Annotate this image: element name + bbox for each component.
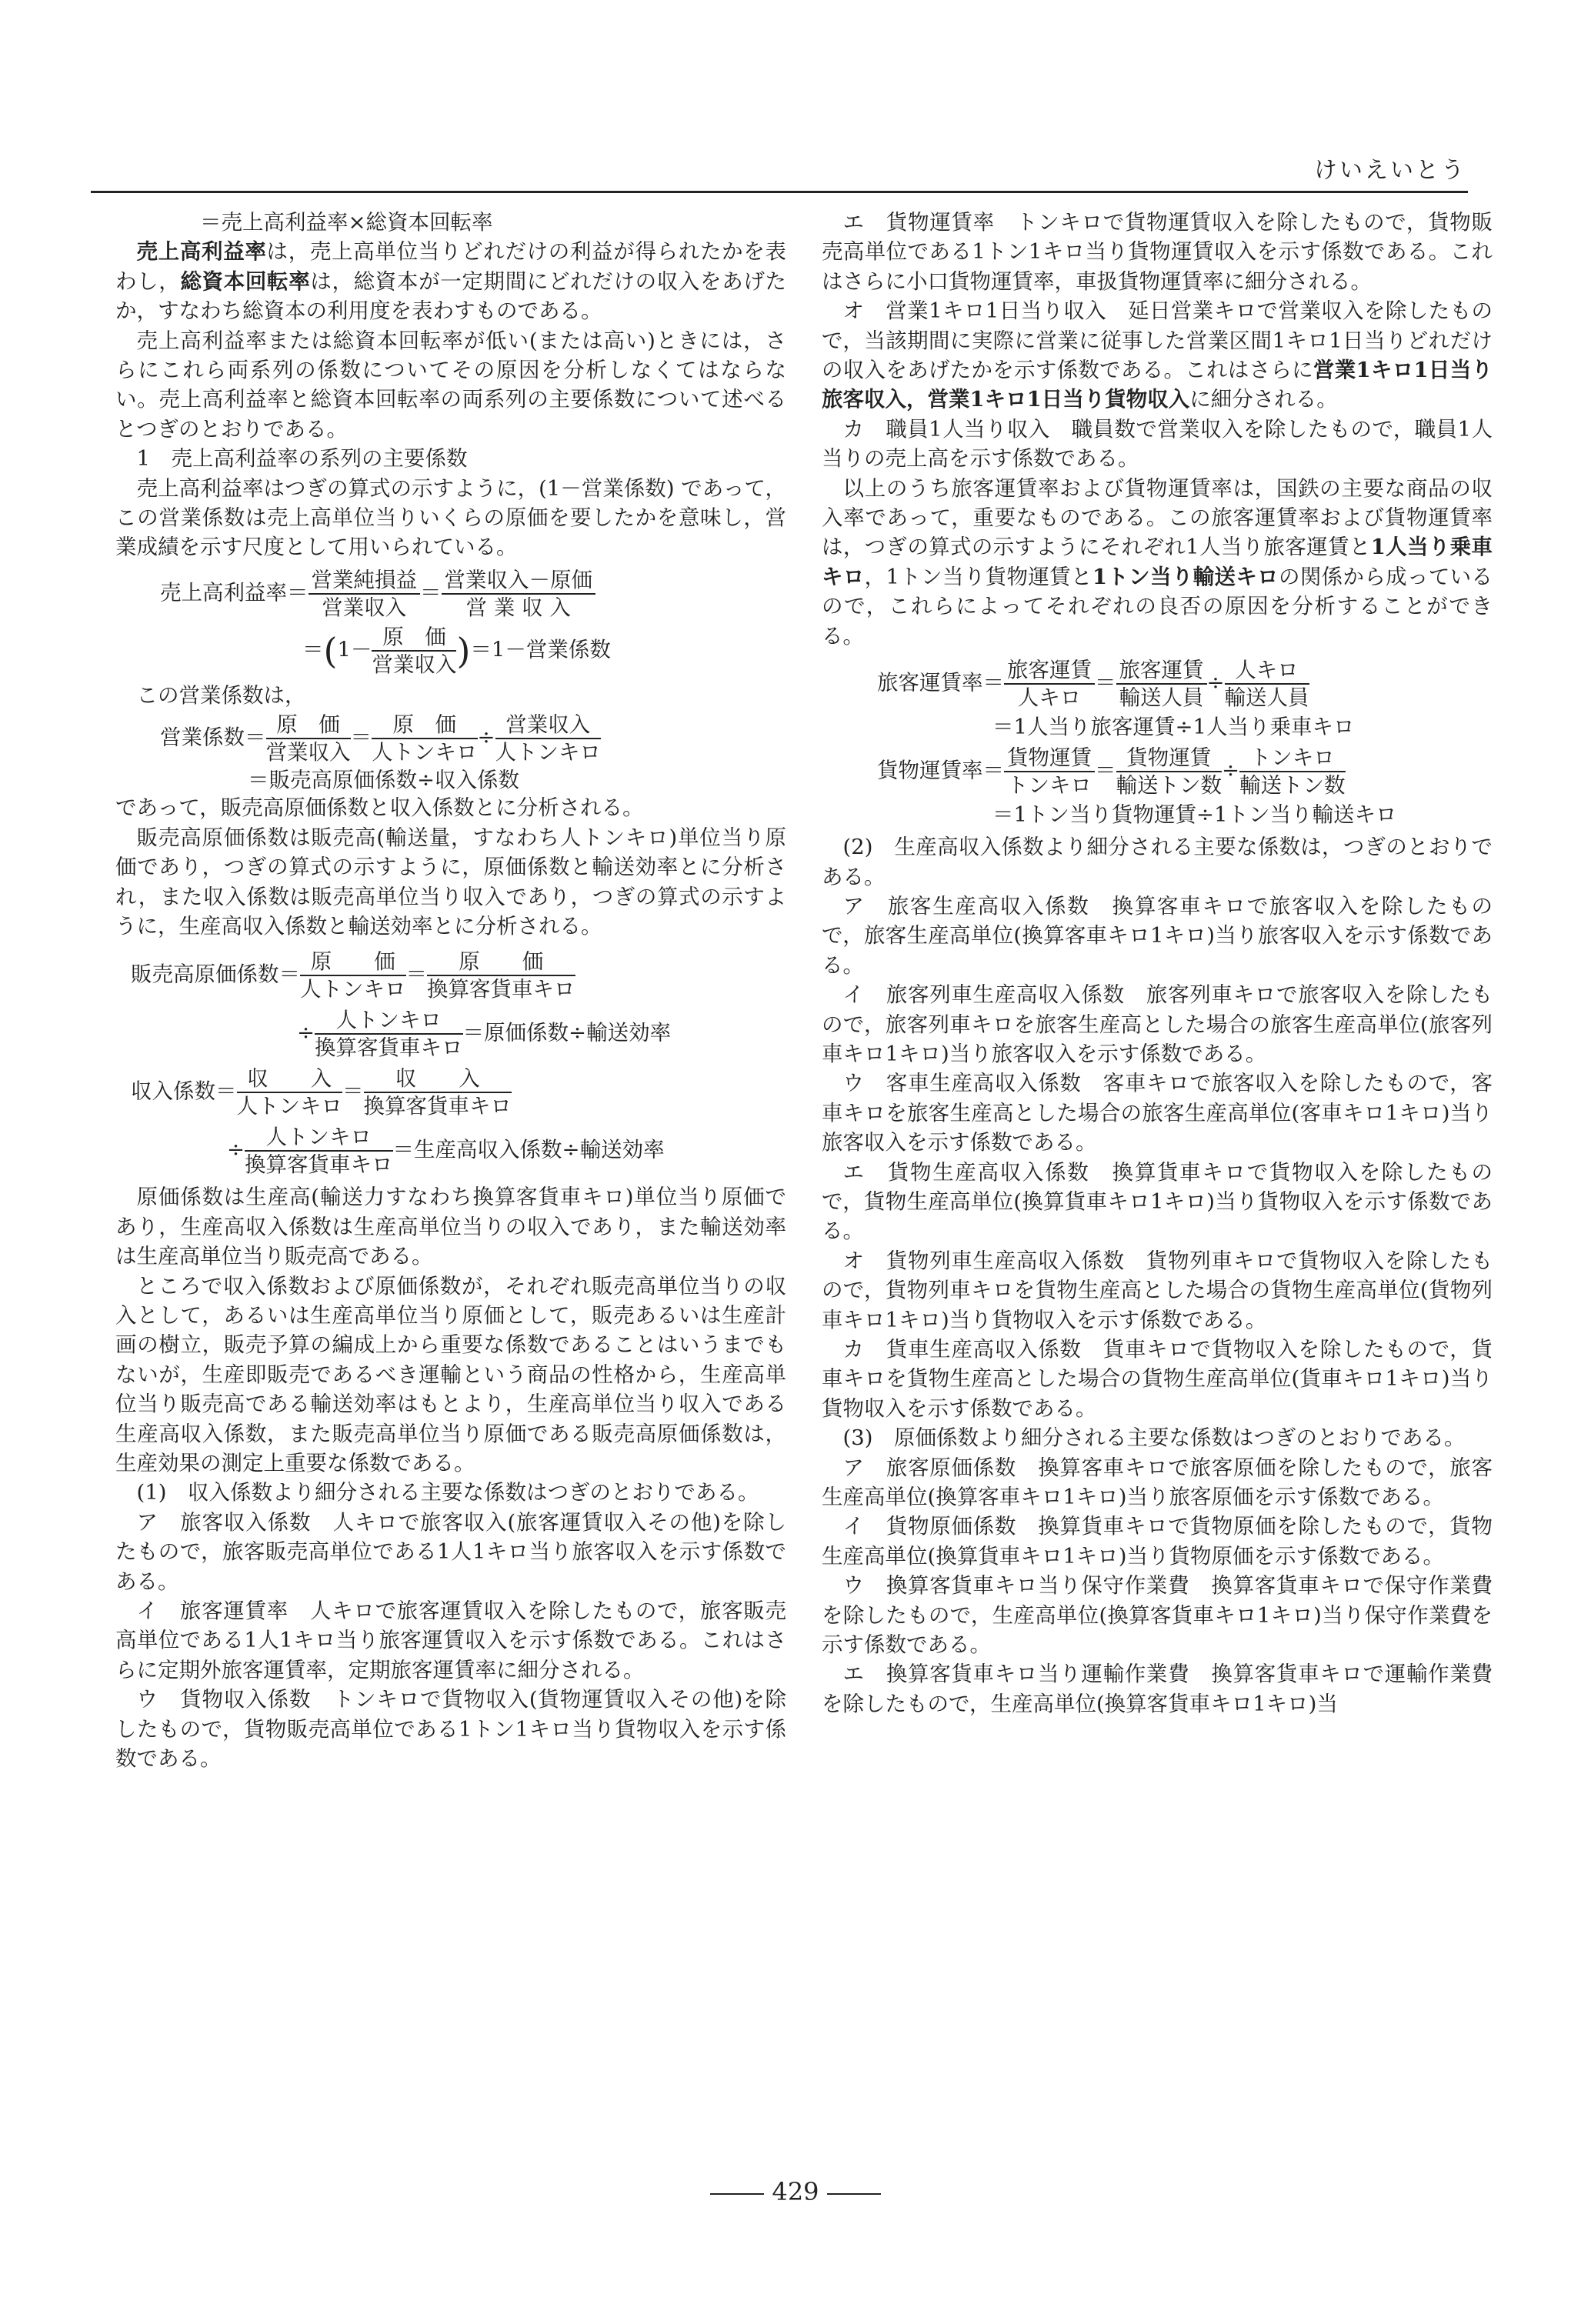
paragraph: (2) 生産高収入係数より細分される主要な係数は，つぎのとおりである。 [822,835,1493,889]
fraction: $\frac{\text{営業収入－原価}}{\text{営 業 収 入}}$ [442,567,596,621]
text: は，総資本が一定期間にどれだけの収入をあげたか，すなわち総資本の利用度を表わすものである。 [115,268,787,324]
fraction: $\frac{\text{原 価}}{\text{人トンキロ}}$ [372,712,478,765]
paragraph: カ 職員1人当り収入 職員数で営業収入を除したもので，職員1人当りの売上高を示す係数である。 [822,416,1493,472]
paragraph: カ 貨車生産高収入係数 貨車キロで貨物収入を除したもので，貨車キロを貨物生産高とした場合の貨物生産高単位(貨車キロ1キロ)当り貨物収入を示す係数である。 [822,1337,1493,1421]
fraction: $\frac{\text{営業収入}}{\text{人トンキロ}}$ [495,712,602,765]
formula [160,567,786,621]
right-column [822,208,1493,1719]
formula-text: 1－ [337,637,372,662]
formula: 販売高原価係数＝ $\frac{\text{原 価}}{\text{人トンキロ}}$ ＝ $\frac{\text{原 価}}{\text{換算客貨車キロ}}$ [131,949,575,1002]
paragraph: オ 貨物列車生産高収入係数 貨物列車キロで貨物収入を除したもので，貨物列車キロを貨物生産高とした場合の貨物生産高単位(貨物列車キロ1キロ)当り貨物収入を示す係数である。 [822,1248,1493,1332]
footer-dash [827,2193,881,2195]
paragraph: ＝売上高利益率×総資本回転率 [200,210,493,235]
text: は，売上高単位当りどれだけの利益が得られたかを表わし， [115,239,787,294]
footer-dash [710,2193,764,2195]
fraction: $\frac{\text{営業純損益}}{\text{営業収入}}$ [309,567,421,621]
fraction: $\frac{\text{人キロ}}{\text{輸送人員}}$ [1224,658,1309,711]
fraction: $\frac{\text{旅客運賃}}{\text{人キロ}}$ [1004,657,1095,711]
paragraph [115,237,786,325]
fraction: $\frac{\text{原 価}}{\text{換算客貨車キロ}}$ [427,949,575,1002]
paragraph: であって，販売高原価係数と収入係数とに分析される。 [115,795,644,821]
formula-text: ＝ [420,580,442,605]
formula: ÷ $\frac{\text{人トンキロ}}{\text{換算客貨車キロ}}$ ＝原価係数÷輸送効率 [297,1008,672,1061]
formula-text: 売上高利益率＝ [160,580,309,605]
formula: ＝(1－ $\frac{\text{原 価}}{\text{営業収入}}$ )＝1－営業係数 [302,624,611,677]
formula: ＝1トン当り貨物運賃÷1トン当り輸送キロ [992,802,1397,828]
paragraph: ところで収入係数および原価係数が，それぞれ販売高単位当りの収入として，あるいは生産高単位当り原価として，販売あるいは生産計画の樹立，販売予算の編成上から重要な係数であることはいうまでもないが，生産即販売であるべき運輸という商品の性格から，生産高単位当り販売高である輸送効率はもとより，生産高単位当り収入である生産高収入係数，また販売高単位当り原価である販売高原価係数は，生産効果の測定上重要な係数である。 [115,1273,786,1475]
bold-term: 総資本回転率 [180,268,311,294]
text: 以上のうち旅客運賃率および貨物運賃率は，国鉄の主要な商品の収入率であって，重要なものである。この旅客運賃率および貨物運賃率は，つぎの算式の示すようにそれぞれ1人当り旅客運賃と [822,475,1493,560]
paragraph: ア 旅客収入係数 人キロで旅客収入(旅客運賃収入その他)を除したもので，旅客販売高単位である1人1キロ当り旅客収入を示す係数である。 [115,1509,786,1594]
section-heading: 1 売上高利益率の系列の主要係数 [136,446,468,472]
running-header: けいえいとう [1314,157,1466,184]
header-rule [91,191,1468,193]
paragraph: ア 旅客生産高収入係数 換算客車キロで旅客収入を除したもので，旅客生産高単位(換算客車キロ1キロ)当り旅客収入を示す係数である。 [822,893,1493,978]
fraction: $\frac{\text{収 入}}{\text{人トンキロ}}$ [236,1066,342,1119]
formula-text: ＝ [302,637,324,662]
formula-text: 営業係数＝ [160,725,266,750]
fraction: $\frac{\text{貨物運賃}}{\text{トンキロ}}$ [1004,745,1095,799]
formula: ＝販売高原価係数÷収入係数 [248,768,520,793]
fraction: $\frac{\text{収 入}}{\text{換算客貨車キロ}}$ [363,1066,512,1119]
text: オ 営業1キロ1日当り収入 延日営業キロで営業収入を除したもので，当該期間に実際に営業に従事した営業区間1キロ1日当りどれだけの収入をあげたかを示す係数である。これはさらに [822,298,1493,383]
paragraph: ア 旅客原価係数 換算客車キロで旅客原価を除したもので，旅客生産高単位(換算客車キロ1キロ)当り旅客原価を示す係数である。 [822,1455,1493,1510]
paragraph: イ 旅客運賃率 人キロで旅客運賃収入を除したもので，旅客販売高単位である1人1キロ当り旅客運賃収入を示す係数である。これはさらに定期外旅客運賃率，定期旅客運賃率に細分される。 [115,1599,786,1682]
fraction: $\frac{\text{原 価}}{\text{人トンキロ}}$ [300,949,406,1002]
fraction: $\frac{\text{原 価}}{\text{営業収入}}$ [372,624,457,677]
bold-term: 1人当り乗車キロ [822,535,1493,589]
page-footer [0,2177,1591,2206]
bold-term: 売上高利益率 [136,239,267,265]
paragraph: 販売高原価係数は販売高(輸送量，すなわち人トンキロ)単位当り原価であり，つぎの算式の示すように，原価係数と輸送効率とに分析され，また収入係数は販売高単位当り収入であり，つぎの算式の示すように，生産高収入係数と輸送効率とに分析される。 [115,825,786,939]
bold-term: 1トン当り輸送キロ [1092,564,1279,589]
text: の関係から成っているので，これらによってそれぞれの良否の原因を分析することができる。 [822,564,1493,649]
paragraph: エ 換算客貨車キロ当り運輸作業費 換算客貨車キロで運輸作業費を除したもので，生産高単位(換算客貨車キロ1キロ)当 [822,1662,1493,1716]
fraction: $\frac{\text{人トンキロ}}{\text{換算客貨車キロ}}$ [315,1008,463,1061]
paragraph [822,474,1493,651]
paragraph: エ 貨物運賃率 トンキロで貨物運賃収入を除したもので，貨物販売高単位である1トン1キロ当り貨物運賃収入を示す係数である。これはさらに小口貨物運賃率，車扱貨物運賃率に細分される。 [822,210,1493,294]
paragraph [822,296,1493,415]
paragraph: ウ 貨物収入係数 トンキロで貨物収入(貨物運賃収入その他)を除したもので，貨物販売高単位である1トン1キロ当り貨物収入を示す係数である。 [115,1687,786,1772]
paragraph: (1) 収入係数より細分される主要な係数はつぎのとおりである。 [136,1480,759,1505]
paragraph: この営業係数は， [136,682,306,708]
formula-text: ＝1－営業係数 [470,637,611,662]
left-column [115,208,786,1773]
formula: ＝1人当り旅客運賃÷1人当り乗車キロ [992,715,1355,740]
paragraph: イ 貨物原価係数 換算貨車キロで貨物原価を除したもので，貨物生産高単位(換算貨車キロ1キロ)当り貨物原価を示す係数である。 [822,1514,1493,1569]
paragraph: エ 貨物生産高収入係数 換算貨車キロで貨物収入を除したもので，貨物生産高単位(換算貨車キロ1キロ)当り貨物収入を示す係数である。 [822,1159,1493,1244]
fraction: $\frac{\text{旅客運賃}}{\text{輸送人員}}$ [1116,657,1207,711]
formula: 営業係数＝ $\frac{\text{原 価}}{\text{営業収入}}$ ＝ $\frac{\text{原 価}}{\text{人トンキロ}}$ ÷ $\frac{\text{営業収入}}{\text{人トンキロ}}$ [160,712,602,765]
paragraph: イ 旅客列車生産高収入係数 旅客列車キロで旅客収入を除したもので，旅客列車キロを旅客生産高とした場合の旅客生産高単位(旅客列車キロ1キロ)当り旅客収入を示す係数である。 [822,982,1493,1066]
text: ，1トン当り貨物運賃と [864,564,1092,589]
formula: 貨物運賃率＝ $\frac{\text{貨物運賃}}{\text{トンキロ}}$ ＝ $\frac{\text{貨物運賃}}{\text{輸送トン数}}$ ÷ $\frac{\text{トンキロ}}{\text{輸送トン数}}$ [877,745,1346,799]
text: に細分される。 [1189,387,1338,412]
fraction: $\frac{\text{トンキロ}}{\text{輸送トン数}}$ [1239,745,1346,799]
bold-term: 営業1キロ1日当り旅客収入，営業1キロ1日当り貨物収入 [822,358,1493,412]
paragraph: ウ 換算客貨車キロ当り保守作業費 換算客貨車キロで保守作業費を除したもので，生産高単位(換算客貨車キロ1キロ)当り保守作業費を示す係数である。 [822,1573,1493,1658]
paragraph: ウ 客車生産高収入係数 客車キロで旅客収入を除したもので，客車キロを旅客生産高とした場合の旅客生産高単位(客車キロ1キロ)当り旅客収入を示す係数である。 [822,1071,1493,1155]
formula: ÷ $\frac{\text{人トンキロ}}{\text{換算客貨車キロ}}$ ＝生産高収入係数÷輸送効率 [227,1125,665,1178]
formula: 旅客運賃率＝ $\frac{\text{旅客運賃}}{\text{人キロ}}$ ＝ $\frac{\text{旅客運賃}}{\text{輸送人員}}$ ÷ $\frac{\text{人キロ}}{\text{輸送人員}}$ [877,658,1309,711]
paragraph: (3) 原価係数より細分される主要な係数はつぎのとおりである。 [842,1425,1466,1451]
paragraph: 売上高利益率または総資本回転率が低い(または高い)ときには，さらにこれら両系列の係数についてその原因を分析しなくてはならない。売上高利益率と総資本回転率の両系列の主要係数について述べるとつぎのとおりである。 [115,328,786,442]
fraction: $\frac{\text{人トンキロ}}{\text{換算客貨車キロ}}$ [245,1125,393,1178]
fraction: $\frac{\text{原 価}}{\text{営業収入}}$ [265,712,351,765]
paragraph: 売上高利益率はつぎの算式の示すように，(1－営業係数) であって，この営業係数は売上高単位当りいくらの原価を要したかを意味し，営業成績を示す尺度として用いられている。 [115,475,786,560]
paragraph: 原価係数は生産高(輸送力すなわち換算客貨車キロ)単位当り原価であり，生産高収入係数は生産高単位当りの収入であり，また輸送効率は生産高単位当り販売高である。 [115,1185,786,1269]
formula: 収入係数＝ $\frac{\text{収 入}}{\text{人トンキロ}}$ ＝ $\frac{\text{収 入}}{\text{換算客貨車キロ}}$ [131,1066,512,1119]
fraction: $\frac{\text{貨物運賃}}{\text{輸送トン数}}$ [1116,745,1222,799]
page-number: 429 [772,2177,819,2206]
